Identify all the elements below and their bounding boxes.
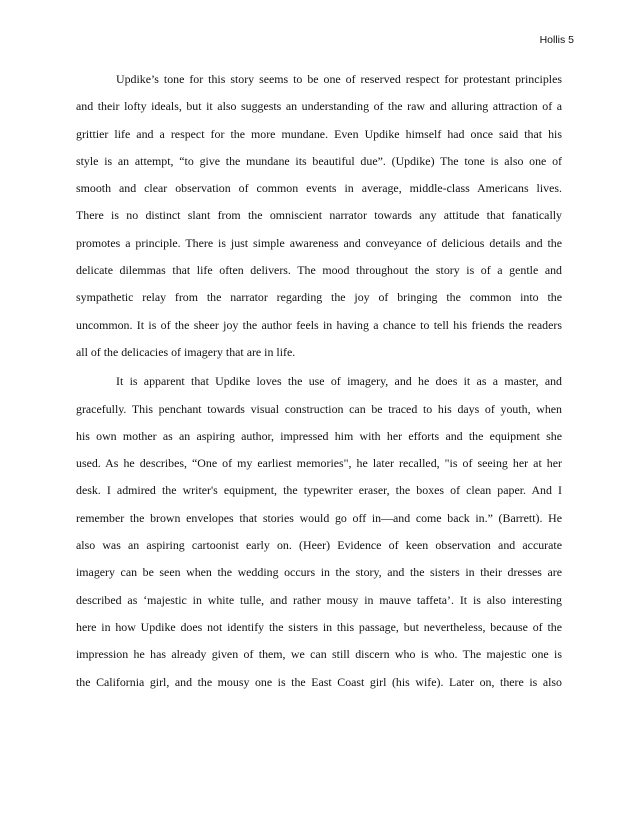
text-line: all of the delicacies of imagery that are in life.	[76, 344, 296, 359]
paragraph-1	[76, 66, 562, 366]
text-line: described as ‘majestic in white tulle, and rather mousy in mauve taffeta’. It is also interesting	[76, 592, 562, 607]
text-line: desk. I admired the writer's equipment, the typewriter eraser, the boxes of clean paper. And I	[76, 483, 562, 498]
running-head: Hollis 5	[539, 34, 574, 46]
paragraph-2	[76, 368, 562, 696]
text-line: remember the brown envelopes that stories would go off in—and come back in.” (Barrett). He	[76, 510, 562, 525]
text-line: imagery can be seen when the wedding occurs in the story, and the sisters in their dresses are	[76, 565, 562, 580]
text-line: and their lofty ideals, but it also suggests an understanding of the raw and alluring attraction of a	[76, 99, 562, 114]
text-line: promotes a principle. There is just simple awareness and conveyance of delicious details and the	[76, 235, 562, 250]
text-line: also was an aspiring cartoonist early on. (Heer) Evidence of keen observation and accurate	[76, 538, 562, 553]
body-text	[76, 66, 562, 696]
text-line: the California girl, and the mousy one is the East Coast girl (his wife). Later on, there is also	[76, 674, 562, 689]
text-line: used. As he describes, “One of my earliest memories", he later recalled, "is of seeing her at her	[76, 456, 562, 471]
text-line: smooth and clear observation of common events in average, middle-class Americans lives.	[76, 181, 562, 196]
text-line: uncommon. It is of the sheer joy the author feels in having a chance to tell his friends the readers	[76, 317, 562, 332]
text-line: It is apparent that Updike loves the use of imagery, and he does it as a master, and	[116, 374, 562, 389]
text-line: style is an attempt, “to give the mundane its beautiful due”. (Updike) The tone is also one of	[76, 153, 562, 168]
text-line: his own mother as an aspiring author, impressed him with her efforts and the equipment she	[76, 428, 562, 443]
text-line: Updike’s tone for this story seems to be one of reserved respect for protestant principles	[116, 72, 562, 86]
text-line: impression he has already given of them, we can still discern who is who. The majestic one is	[76, 647, 562, 662]
text-line: delicate dilemmas that life often delivers. The mood throughout the story is of a gentle and	[76, 263, 562, 278]
text-line: grittier life and a respect for the more mundane. Even Updike himself had once said that his	[76, 126, 562, 141]
text-line: here in how Updike does not identify the sisters in this passage, but nevertheless, because of the	[76, 619, 562, 634]
text-line: gracefully. This penchant towards visual construction can be traced to his days of youth, when	[76, 401, 562, 416]
text-line: sympathetic relay from the narrator regarding the joy of bringing the common into the	[76, 290, 562, 305]
text-line: There is no distinct slant from the omniscient narrator towards any attitude that fanatically	[76, 208, 562, 223]
